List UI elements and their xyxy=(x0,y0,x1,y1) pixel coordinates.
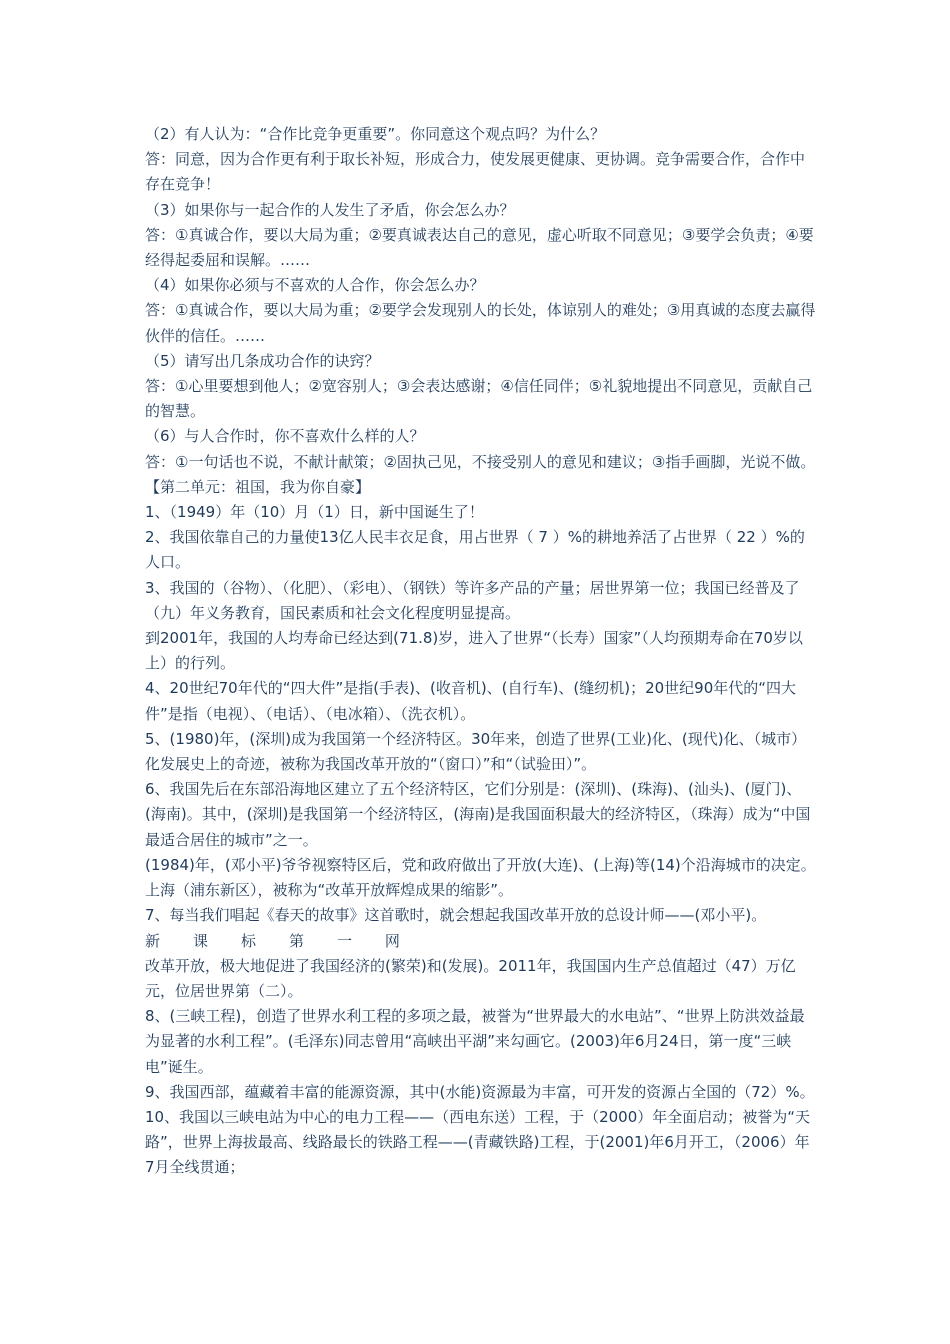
item-6-continued: (1984)年，(邓小平)爷爷视察特区后，党和政府做出了开放(大连)、(上海)等(14)个沿海城市的决定。上海（浦东新区），被称为“改革开放辉煌成果的缩影”。 xyxy=(145,855,816,900)
item-1: 1、（1949）年（10）月（1）日，新中国诞生了！ xyxy=(145,503,484,522)
item-2: 2、我国依靠自己的力量使13亿人民丰衣足食，用占世界（ 7 ）%的耕地养活了占世界（ 22 ）%的人口。 xyxy=(145,528,805,572)
answer-4: 答：①真诚合作，要以大局为重；②要学会发现别人的长处，体谅别人的难处；③用真诚的态度去赢得伙伴的信任。…… xyxy=(145,301,816,345)
watermark-char: 标 xyxy=(240,931,256,950)
watermark-text xyxy=(145,929,400,954)
item-10: 10、我国以三峡电站为中心的电力工程——（西电东送）工程，于（2000）年全面启动；被誉为“天路”，世界上海拔最高、线路最长的铁路工程——(青藏铁路)工程，于(2001)年6月开工，（2006）年7月全线贯通； xyxy=(145,1107,811,1177)
watermark-char: 网 xyxy=(384,931,400,950)
watermark-char: 课 xyxy=(192,931,208,950)
item-3-continued: 到2001年，我国的人均寿命已经达到(71.8)岁，进入了世界“（长寿）国家”（人均预期寿命在70岁以上）的行列。 xyxy=(145,629,803,673)
item-5: 5、(1980)年，(深圳)成为我国第一个经济特区。30年来，创造了世界(工业)化、(现代)化、（城市）化发展史上的奇迹，被称为我国改革开放的“（窗口）”和“（试验田）”。 xyxy=(145,729,807,774)
watermark-char: 新 xyxy=(145,931,161,950)
question-2: （2）有人认为：“合作比竞争更重要”。你同意这个观点吗？为什么？ xyxy=(145,125,606,143)
watermark-char: 一 xyxy=(336,931,352,950)
answer-6: 答：①一句话也不说，不献计献策；②固执己见，不接受别人的意见和建议；③指手画脚，光说不做。 xyxy=(145,452,816,471)
question-5: （5）请写出几条成功合作的诀窍？ xyxy=(145,351,380,370)
answer-3: 答：①真诚合作，要以大局为重；②要真诚表达自己的意见，虚心听取不同意见；③要学会负责；④要经得起委屈和误解。…… xyxy=(145,225,814,270)
item-4: 4、20世纪70年代的“四大件”是指(手表)、(收音机)、(自行车)、(缝纫机)；20世纪90年代的“四大件”是指（电视）、（电话）、（电冰箱）、（洗衣机）。 xyxy=(145,679,797,723)
question-4: （4）如果你必须与不喜欢的人合作，你会怎么办？ xyxy=(145,276,485,295)
question-6: （6）与人合作时，你不喜欢什么样的人？ xyxy=(145,427,425,446)
item-3: 3、我国的（谷物）、（化肥）、（彩电）、（钢铁）等许多产品的产量；居世界第一位；我国已经普及了（九）年义务教育，国民素质和社会文化程度明显提高。 xyxy=(145,578,800,622)
document-body xyxy=(145,122,817,1181)
item-9: 9、我国西部，蕴藏着丰富的能源资源，其中(水能)资源最为丰富，可开发的资源占全国的（72）%。 xyxy=(145,1082,815,1101)
item-6: 6、我国先后在东部沿海地区建立了五个经济特区，它们分别是：(深圳)、(珠海)、(汕头)、(厦门)、(海南)。其中，(深圳)是我国第一个经济特区，(海南)是我国面积最大的经济特区，（珠海）成为“中国最适合居住的城市”之一。 xyxy=(145,780,811,849)
answer-5: 答：①心里要想到他人；②宽容别人；③会表达感谢；④信任同伴；⑤礼貌地提出不同意见，贡献自己的智慧。 xyxy=(145,377,813,421)
question-3: （3）如果你与一起合作的人发生了矛盾，你会怎么办？ xyxy=(145,200,515,219)
item-8: 8、(三峡工程)，创造了世界水利工程的多项之最，被誉为“世界最大的水电站”、“世界上防洪效益最为显著的水利工程”。(毛泽东)同志曾用“高峡出平湖”来勾画它。(2003)年6月24日，第一度“三峡电”诞生。 xyxy=(145,1007,805,1076)
unit-heading: 【第二单元：祖国，我为你自豪】 xyxy=(145,477,371,496)
watermark-char: 第 xyxy=(288,931,304,950)
item-7-continued: 改革开放，极大地促进了我国经济的(繁荣)和(发展)。2011年，我国国内生产总值超过（47）万亿元，位居世界第（二）。 xyxy=(145,956,796,1000)
answer-2: 答：同意，因为合作更有利于取长补短，形成合力，使发展更健康、更协调。竞争需要合作，合作中存在竞争！ xyxy=(145,150,806,194)
item-7: 7、每当我们唱起《春天的故事》这首歌时，就会想起我国改革开放的总设计师——(邓小平)。 xyxy=(145,906,767,925)
